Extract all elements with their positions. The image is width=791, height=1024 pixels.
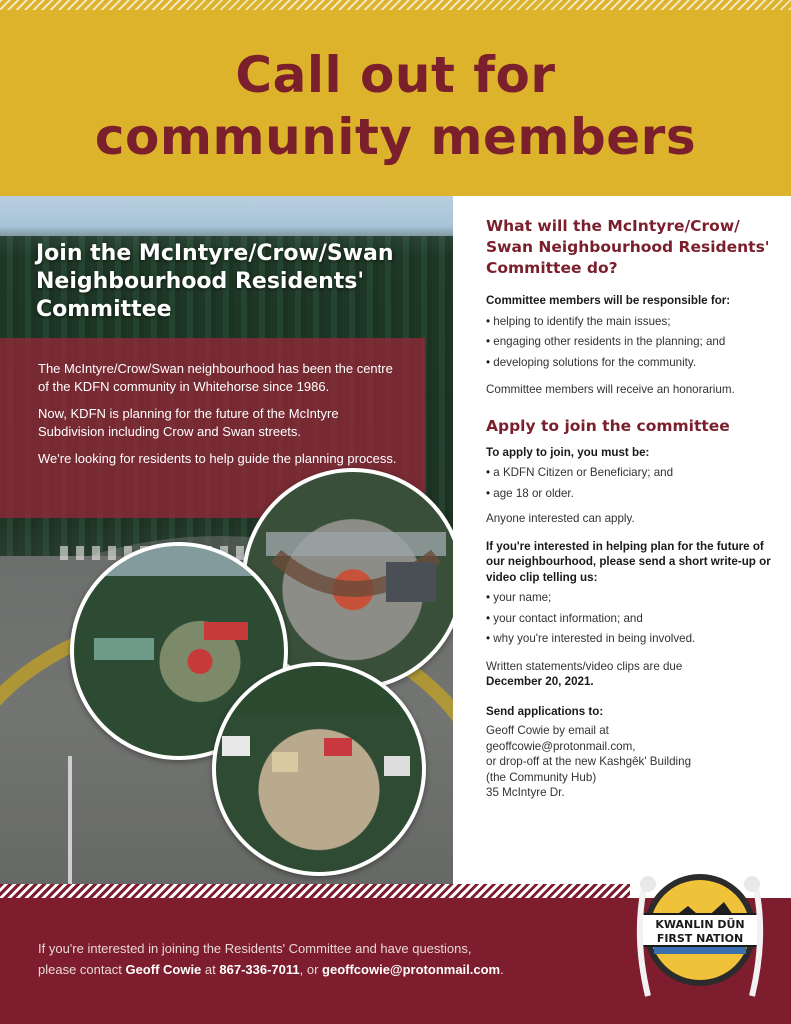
contact-footer: [38, 938, 598, 980]
committee-heading: What will the McIntyre/Crow/ Swan Neighbourhood Residents' Committee do?: [486, 217, 770, 277]
join-committee-title: Join the McIntyre/Crow/Swan Neighbourhood Residents' Committee: [36, 241, 394, 322]
send-line: (the Community Hub): [486, 770, 597, 784]
footer-line-1: If you're interested in joining the Residents' Committee and have questions,: [38, 941, 472, 956]
footer-text-span: please contact: [38, 962, 126, 977]
title-line-1: Call out for: [235, 46, 556, 104]
eligibility-item: • a KDFN Citizen or Beneficiary; and: [486, 465, 776, 481]
logo-line-1: KWANLIN DÜN: [655, 918, 745, 931]
responsibility-item: • helping to identify the main issues;: [486, 314, 776, 330]
send-email-link[interactable]: geoffcowie@protonmail.com,: [486, 739, 636, 753]
anyone-can-apply: Anyone interested can apply.: [486, 512, 635, 525]
contact-name: Geoff Cowie: [125, 962, 202, 977]
cabins-photo: [212, 662, 426, 876]
due-date: December 20, 2021.: [486, 675, 594, 688]
eligibility-intro: To apply to join, you must be:: [486, 445, 650, 459]
cabins-graphic: [216, 666, 422, 872]
contact-email-link[interactable]: geoffcowie@protonmail.com: [322, 962, 501, 977]
send-line: or drop-off at the new Kashgêk' Building: [486, 755, 692, 768]
requirement-item: • why you're interested in being involved.: [486, 631, 776, 647]
interest-intro: If you're interested in helping plan for the future of our neighbourhood, please send a short write-up or video clip telling us:: [486, 539, 771, 584]
title-line-2: community members: [94, 108, 697, 166]
apply-heading: Apply to join the committee: [486, 416, 730, 435]
kwanlin-dun-logo: [630, 858, 770, 1004]
intro-paragraph: Now, KDFN is planning for the future of the McIntyre Subdivision including Crow and Swan streets.: [38, 406, 339, 439]
requirement-item: • your contact information; and: [486, 611, 776, 627]
footer-text-span: , or: [299, 962, 323, 977]
header-banner: [0, 0, 791, 196]
due-text: Written statements/video clips are due: [486, 659, 683, 673]
intro-paragraph: The McIntyre/Crow/Swan neighbourhood has been the centre of the KDFN community in Whitehorse since 1986.: [38, 361, 393, 394]
eligibility-item: • age 18 or older.: [486, 486, 776, 502]
intro-paragraph: We're looking for residents to help guide the planning process.: [38, 451, 397, 466]
logo-line-2: FIRST NATION: [656, 932, 744, 945]
footer-text-span: at: [201, 962, 220, 977]
contact-phone-link[interactable]: 867-336-7011: [219, 962, 300, 977]
bottom-stripe-decoration: [0, 884, 630, 898]
send-line: 35 McIntyre Dr.: [486, 786, 565, 799]
footer-line-2: [38, 959, 598, 980]
requirement-item: • your name;: [486, 590, 776, 606]
top-stripe-decoration: [0, 0, 791, 10]
responsibility-item: • engaging other residents in the planning; and: [486, 334, 776, 350]
send-line: Geoff Cowie by email at: [486, 724, 609, 737]
footer-text-span: .: [500, 962, 504, 977]
responsibility-item: • developing solutions for the community.: [486, 355, 776, 371]
responsibilities-intro: Committee members will be responsible for:: [486, 294, 731, 307]
send-heading: Send applications to:: [486, 704, 604, 718]
page-title: [0, 44, 791, 168]
info-column: [486, 196, 776, 801]
honorarium-note: Committee members will receive an honorarium.: [486, 383, 735, 396]
neighbourhood-photo: [0, 196, 453, 898]
light-pole: [68, 756, 72, 898]
